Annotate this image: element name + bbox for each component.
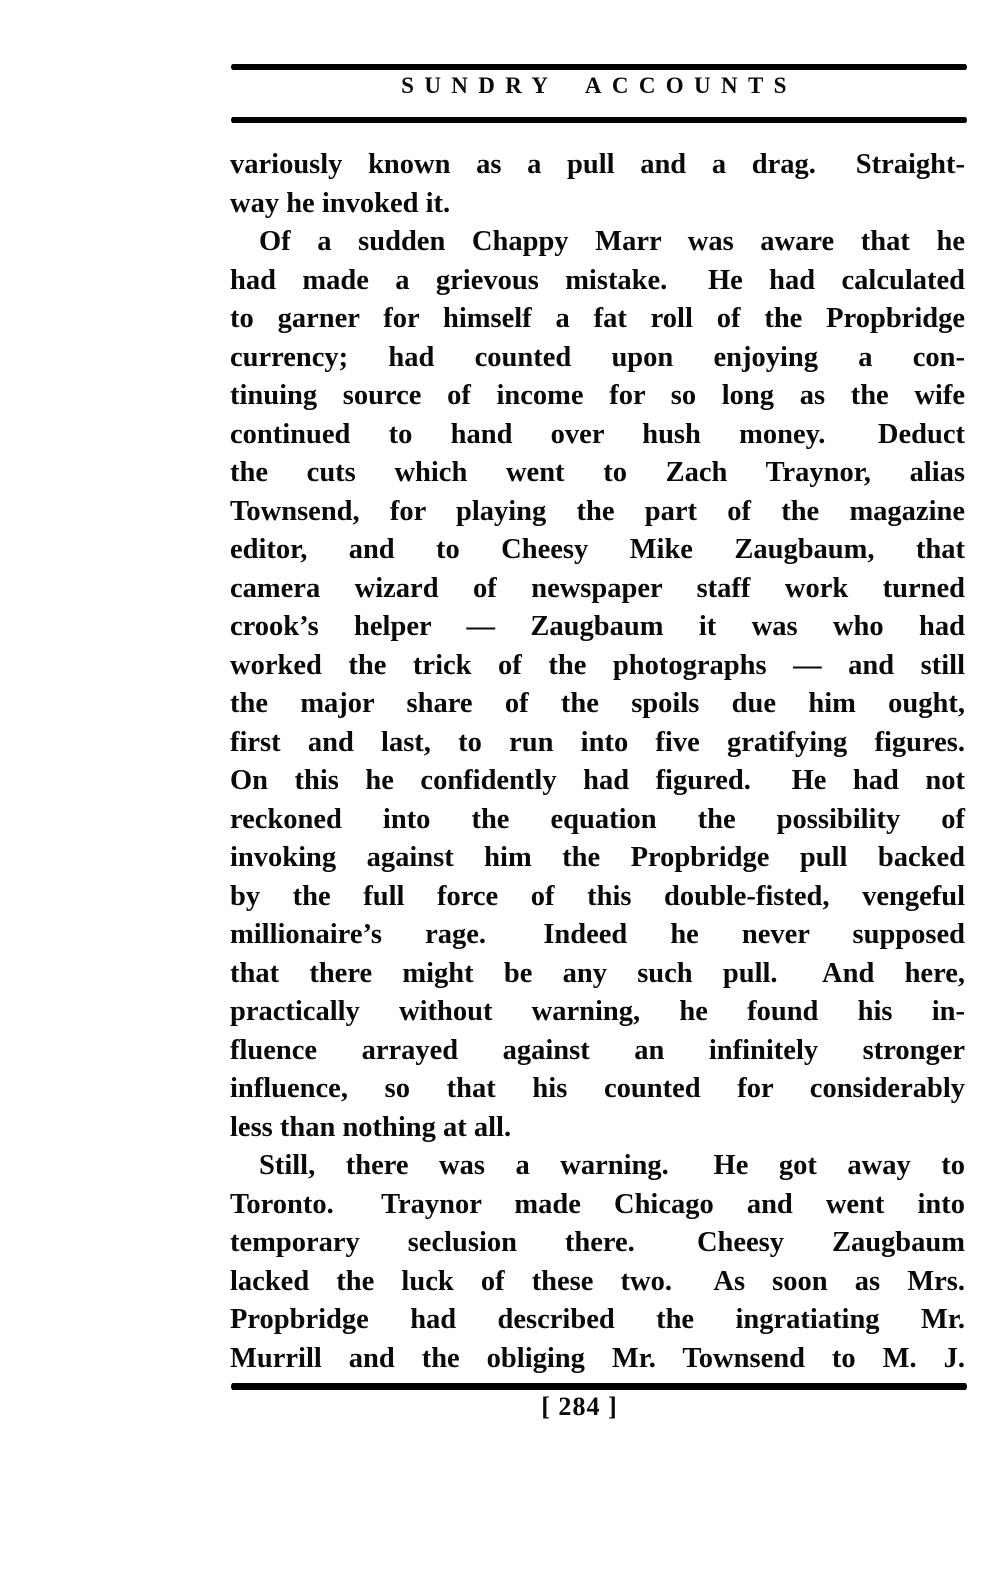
text-line: lacked the luck of these two. As soon as Mrs.	[230, 1265, 965, 1297]
page-body-text	[230, 146, 965, 1378]
text-line: invoking against him the Propbridge pull backed	[230, 842, 965, 873]
text-line: Toronto. Traynor made Chicago and went into	[230, 1188, 965, 1220]
text-line: to garner for himself a fat roll of the Propbridge	[230, 303, 965, 334]
text-line: influence, so that his counted for considerably	[230, 1073, 965, 1104]
text-line: that there might be any such pull. And here,	[230, 957, 965, 989]
text-line: Still, there was a warning. He got away to	[259, 1150, 965, 1181]
text-line: temporary seclusion there. Cheesy Zaugbaum	[230, 1227, 965, 1258]
text-line: less than nothing at all.	[230, 1111, 512, 1143]
text-line: On this he confidently had figured. He had not	[230, 765, 965, 796]
header-rule-top	[231, 64, 967, 70]
text-line: Murrill and the obliging Mr. Townsend to M. J.	[230, 1342, 965, 1374]
text-line: first and last, to run into five gratifying figures.	[230, 726, 965, 758]
text-line: Of a sudden Chappy Marr was aware that he	[259, 226, 965, 257]
text-line: fluence arrayed against an infinitely stronger	[230, 1034, 965, 1066]
text-line: currency; had counted upon enjoying a con-	[230, 341, 965, 373]
text-line: by the full force of this double-fisted, vengeful	[230, 880, 965, 912]
text-line: camera wizard of newspaper staff work turned	[230, 572, 965, 604]
running-header-title: SUNDRY ACCOUNTS	[401, 73, 797, 98]
header-rule-bottom	[231, 117, 967, 123]
text-line: Townsend, for playing the part of the magazine	[230, 495, 965, 527]
text-line: reckoned into the equation the possibility of	[230, 803, 965, 835]
text-line: the cuts which went to Zach Traynor, alias	[230, 457, 965, 488]
text-line: variously known as a pull and a drag. Straight-	[230, 149, 965, 180]
text-line: the major share of the spoils due him ought,	[230, 688, 965, 719]
footer-rule	[231, 1383, 967, 1390]
page-number: [ 284 ]	[541, 1392, 618, 1421]
text-line: continued to hand over hush money. Deduct	[230, 418, 965, 450]
text-line: millionaire’s rage. Indeed he never supposed	[230, 919, 965, 950]
text-line: practically without warning, he found his in-	[230, 996, 965, 1027]
text-line: had made a grievous mistake. He had calculated	[230, 264, 965, 296]
text-line: Propbridge had described the ingratiating Mr.	[230, 1304, 965, 1335]
text-line: way he invoked it.	[230, 187, 451, 219]
text-line: crook’s helper — Zaugbaum it was who had	[230, 611, 965, 642]
text-line: tinuing source of income for so long as the wife	[230, 380, 965, 411]
text-line: editor, and to Cheesy Mike Zaugbaum, that	[230, 534, 965, 565]
text-line: worked the trick of the photographs — and still	[230, 649, 965, 681]
